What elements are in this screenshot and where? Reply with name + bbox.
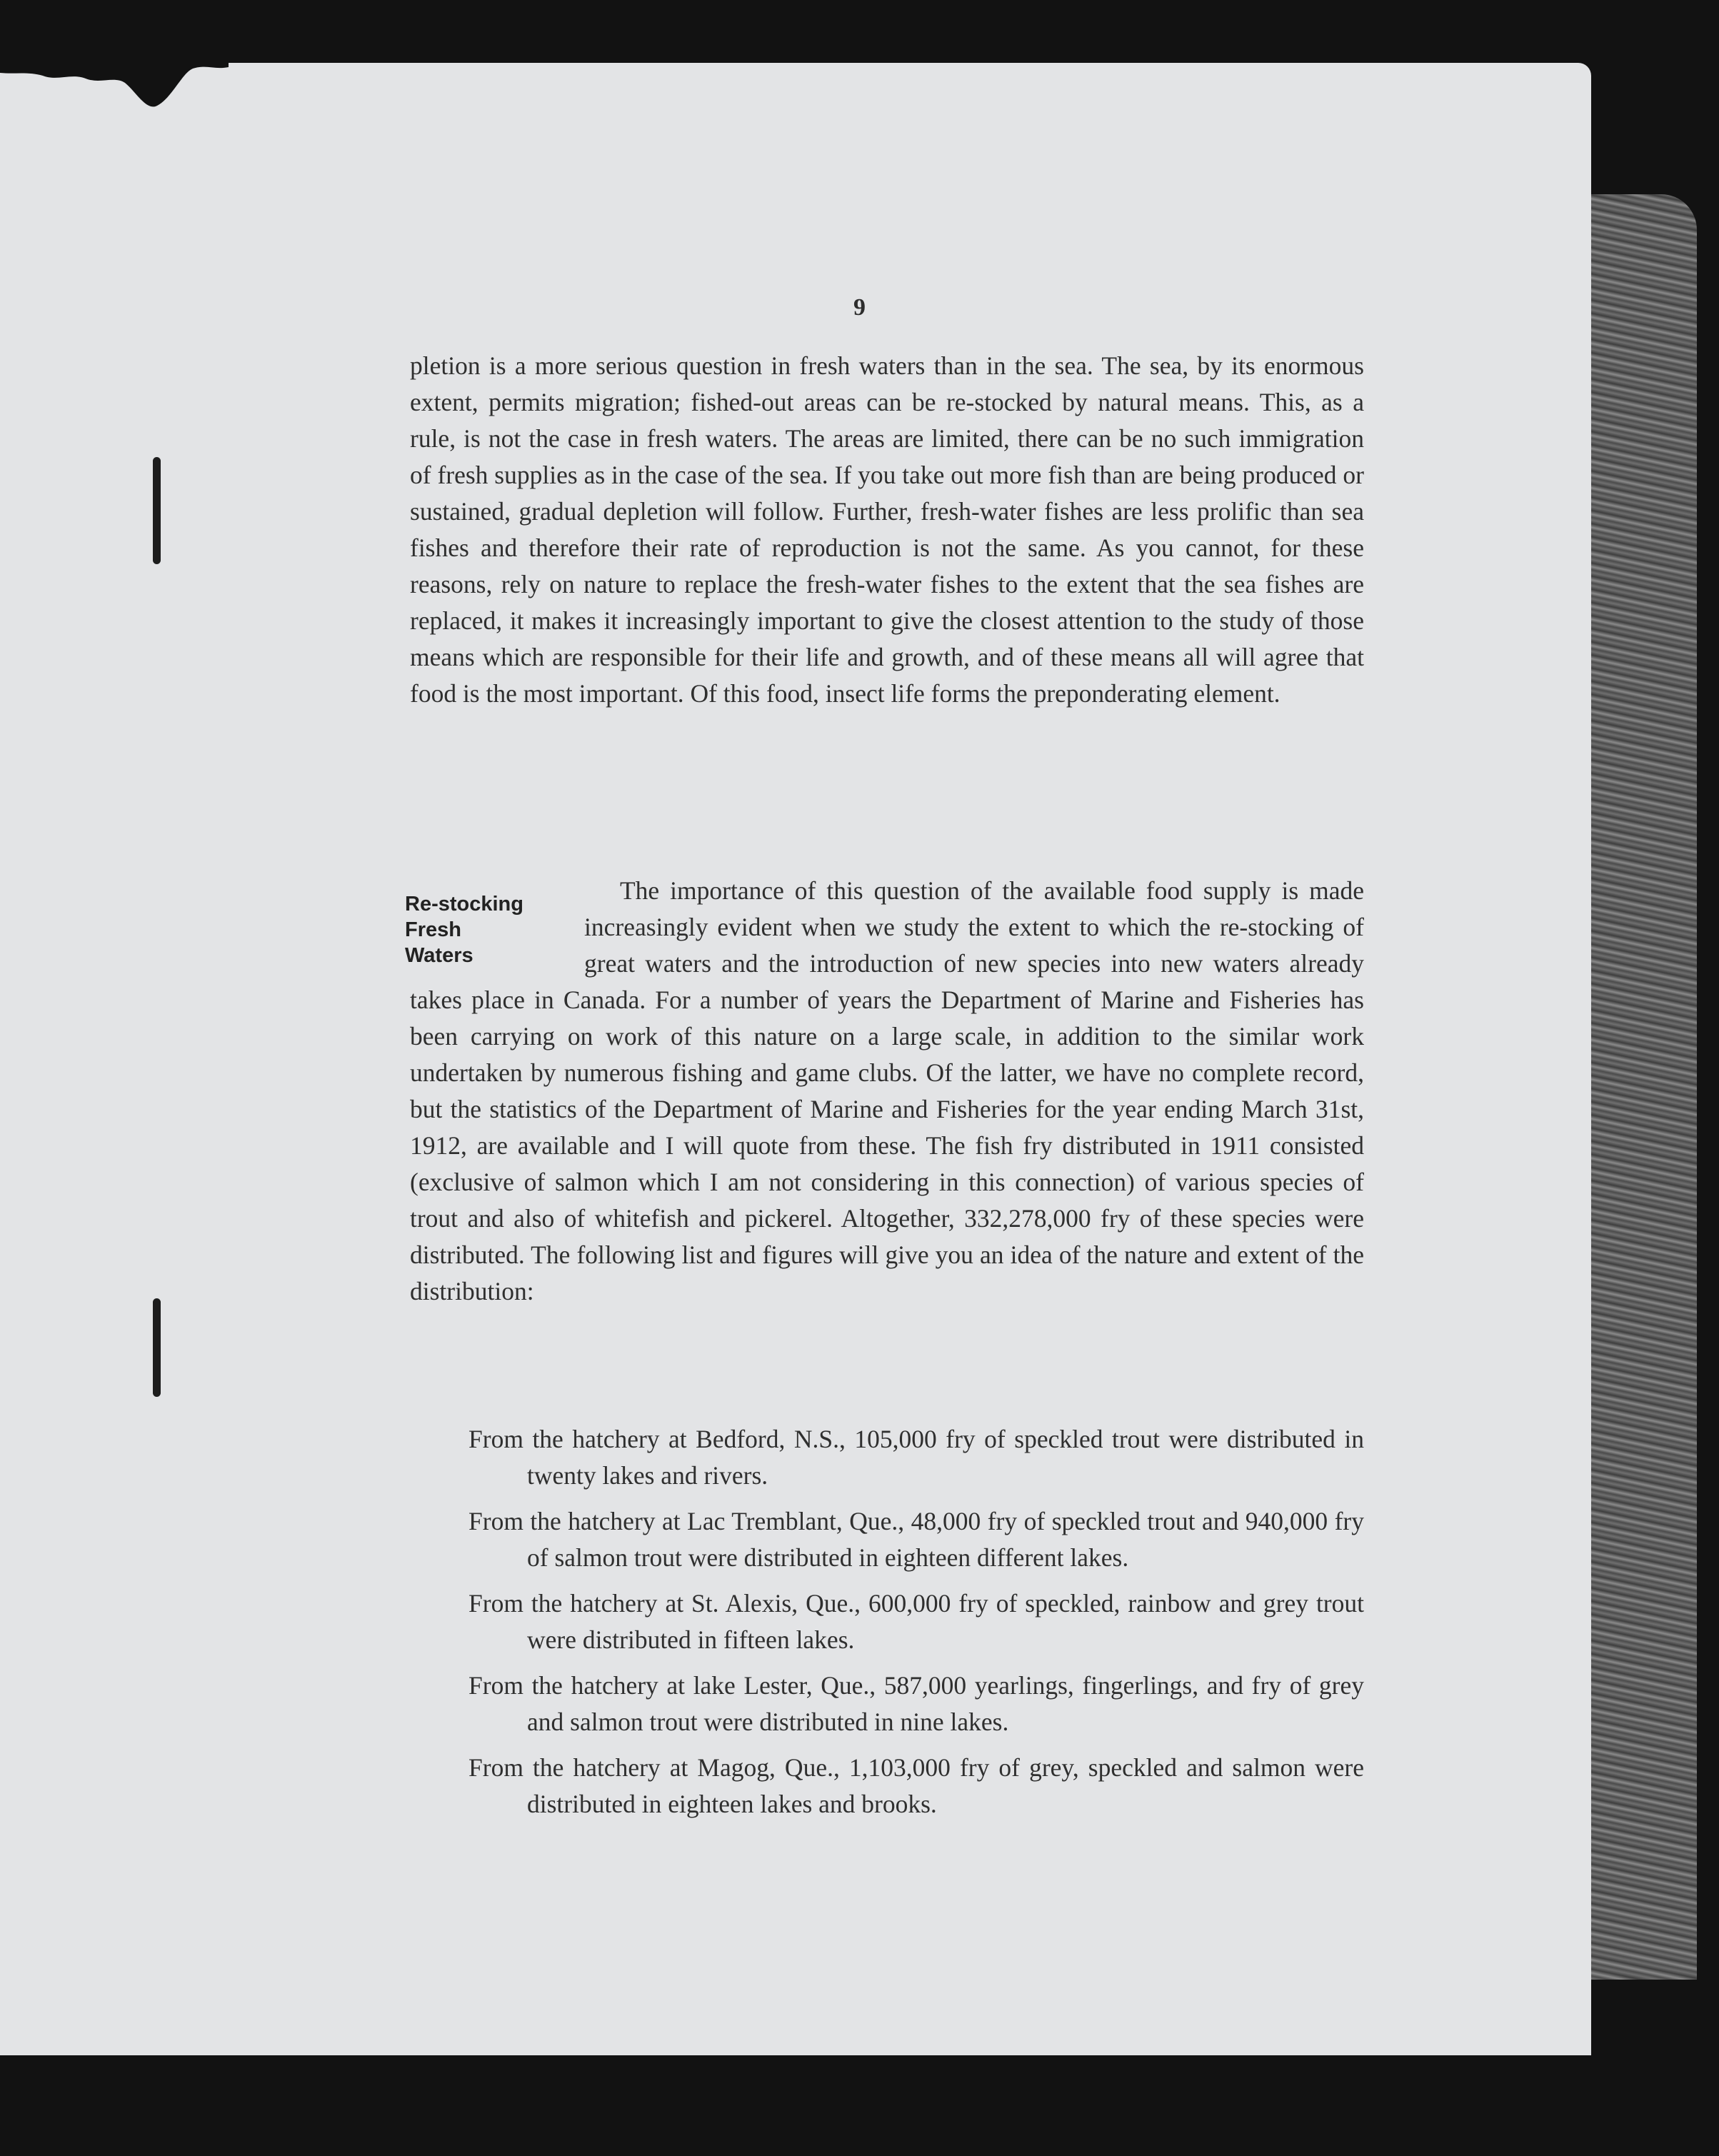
list-item: From the hatchery at Bedford, N.S., 105,000 fry of speckled trout were distributed in twenty lakes and rivers. bbox=[468, 1425, 1364, 1490]
list-item: From the hatchery at Lac Tremblant, Que., 48,000 fry of speckled trout and 940,000 fry of salmon trout were distributed in eighteen different lakes. bbox=[468, 1507, 1364, 1572]
side-heading-line: Waters bbox=[405, 944, 473, 967]
side-heading-line: Re-stocking bbox=[405, 893, 523, 916]
paragraph-text: The importance of this question of the available food supply is made increasingly evident when we study the extent to which the re-stocking of great waters and the introduction of new species into new waters already takes place in Canada. For a number of years the Department of Marine and Fisheries has been carrying on work of this nature on a large scale, in addition to the similar work undertaken by numerous fishing and game clubs. Of the latter, we have no complete record, but the statistics of the Department of Marine and Fisheries for the year ending March 31st, 1912, are available and I will quote from these. The fish fry distributed in 1911 consisted (exclusive of salmon which I am not considering in this connection) of various species of trout and also of whitefish and pickerel. Altogether, 332,278,000 fry of these species were distributed. The following list and figures will give you an idea of the nature and extent of the distribution: bbox=[410, 876, 1364, 1305]
list-item: From the hatchery at St. Alexis, Que., 600,000 fry of speckled, rainbow and grey trout were distributed in fifteen lakes. bbox=[468, 1589, 1364, 1654]
list-item: From the hatchery at lake Lester, Que., 587,000 yearlings, fingerlings, and fry of grey and salmon trout were distributed in nine lakes. bbox=[468, 1671, 1364, 1736]
paragraph-continued bbox=[410, 348, 1364, 712]
margin-bracket-mark-top bbox=[153, 457, 161, 564]
side-heading-space bbox=[410, 873, 584, 980]
paragraph-text: pletion is a more serious question in fresh waters than in the sea. The sea, by its enormous extent, permits migration; fished-out areas can be re-stocked by natural means. This, as a rule, is not the case in fresh waters. The areas are limited, there can be no such immigration of fresh supplies as in the case of the sea. If you take out more fish than are being produced or sustained, gradual depletion will follow. Further, fresh-water fishes are less prolific than sea fishes and therefore their rate of reproduction is not the same. As you cannot, for these reasons, rely on nature to replace the fresh-water fishes to the extent that the sea fishes are replaced, it makes it increasingly important to give the closest attention to the study of those means which are responsible for their life and growth, and of these means all will agree that food is the most important. Of this food, insect life forms the preponderating element. bbox=[410, 351, 1364, 708]
page-number: 9 bbox=[853, 294, 866, 321]
margin-bracket-mark-bottom bbox=[153, 1298, 161, 1397]
book-edge-backing bbox=[1578, 194, 1697, 1980]
torn-page-corner bbox=[0, 63, 229, 127]
hatchery-list bbox=[468, 1421, 1364, 1832]
side-heading-line: Fresh bbox=[405, 918, 461, 941]
list-item: From the hatchery at Magog, Que., 1,103,000 fry of grey, speckled and salmon were distributed in eighteen lakes and brooks. bbox=[468, 1753, 1364, 1818]
paragraph-restocking bbox=[410, 873, 1364, 1310]
